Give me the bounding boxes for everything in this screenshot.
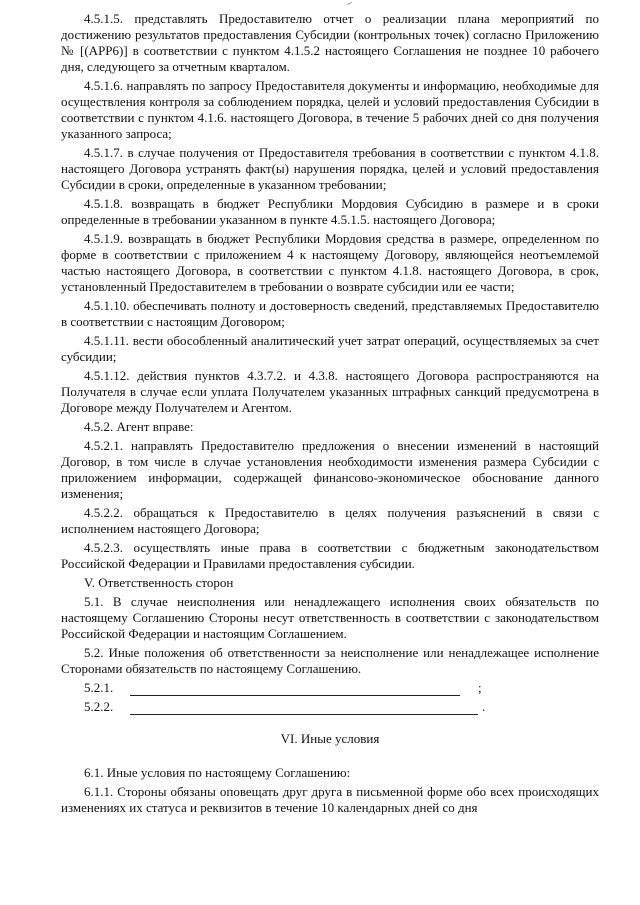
paragraph-6-1-1: 6.1.1. Стороны обязаны оповещать друг друга в письменной форме обо всех происходящих изменениях их статуса и реквизитов в течение 10 календарных дней со дня (61, 784, 599, 815)
paragraph-4-5-2-3: 4.5.2.3. осуществлять иные права в соответствии с бюджетным законодательством Российской Федерации и Правилами предоставления субсидии. (61, 540, 599, 571)
paragraph-4-5-1-10: 4.5.1.10. обеспечивать полноту и достоверность сведений, представляемых Предоставителю в соответствии с настоящим Договором; (61, 298, 599, 329)
section-heading-vi: VI. Иные условия (280, 731, 380, 746)
blank-line-5-2-1 (61, 680, 599, 696)
paragraph-4-5-1-11: 4.5.1.11. вести обособленный аналитический учет затрат операций, осуществляемых за счет субсидии; (61, 333, 599, 364)
paragraph-4-5-2-1: 4.5.2.1. направлять Предоставителю предложения о внесении изменений в настоящий Договор, в том числе в случае установления необходимости изменения размера Субсидии с приложением информации, содержащей финансово-экономическое обоснование данного изменения; (61, 438, 599, 501)
paragraph-4-5-1-7: 4.5.1.7. в случае получения от Предоставителя требования в соответствии с пунктом 4.1.8. настоящего Договора устранять факт(ы) нарушения порядка, целей и условий предоставления Субсидии в сроки, определенные в указанном требовании; (61, 145, 599, 192)
blank-number: 5.2.2. (84, 699, 114, 714)
paragraph-4-5-1-12: 4.5.1.12. действия пунктов 4.3.7.2. и 4.3.8. настоящего Договора распространяются на Получателя в случае если уплата Получателем указанных штрафных санкций предусмотрена в Договоре между Получателем и Агентом. (61, 368, 599, 415)
paragraph-6-1: 6.1. Иные условия по настоящему Соглашению: (84, 765, 351, 780)
paragraph-5-2: 5.2. Иные положения об ответственности за неисполнение или ненадлежащее исполнение Сторонами обязательств по настоящему Соглашению. (61, 645, 599, 676)
scan-mark (347, 2, 352, 5)
paragraph-4-5-1-5: 4.5.1.5. представлять Предоставителю отчет о реализации плана мероприятий по достижению результатов предоставления Субсидии (контрольных точек) согласно Приложению № [(АРР6)] в соответствии с пунктом 4.1.5.2 настоящего Соглашения не позднее 10 рабочего дня, следующего за отчетным кварталом. (61, 11, 599, 74)
paragraph-4-5-1-8: 4.5.1.8. возвращать в бюджет Республики Мордовия Субсидию в размере и в сроки определенные в требовании указанном в пункте 4.5.1.5. настоящего Договора; (61, 196, 599, 227)
paragraph-4-5-2: 4.5.2. Агент вправе: (84, 419, 194, 434)
blank-terminator: ; (478, 680, 482, 695)
paragraph-4-5-1-6: 4.5.1.6. направлять по запросу Предоставителя документы и информацию, необходимые для осуществления контроля за соблюдением порядка, целей и условий предоставления Субсидии в соответствии с пунктом 4.1.6. настоящего Договора, в течение 5 рабочих дней со дня получения указанного запроса; (61, 78, 599, 141)
paragraph-4-5-1-9: 4.5.1.9. возвращать в бюджет Республики Мордовия средства в размере, определенном по форме в соответствии с приложением 4 к настоящему Договору, являющейся неотъемлемой частью настоящего Договора, в соответствии с пунктом 4.1.8. настоящего Договора, в срок, установленный Предоставителем в требовании о возврате субсидии или ее части; (61, 231, 599, 294)
blank-number: 5.2.1. (84, 680, 114, 695)
fill-in-line (130, 703, 478, 715)
blank-terminator: . (482, 699, 486, 714)
document-body (61, 11, 599, 819)
fill-in-line (130, 684, 460, 696)
paragraph-4-5-2-2: 4.5.2.2. обращаться к Предоставителю в целях получения разъяснений в связи с исполнением настоящего Договора; (61, 505, 599, 536)
section-heading-v: V. Ответственность сторон (84, 575, 234, 590)
paragraph-5-1: 5.1. В случае неисполнения или ненадлежащего исполнения своих обязательств по настоящему Соглашению Стороны несут ответственность в соответствии с законодательством Российской Федерации и настоящим Соглашением. (61, 594, 599, 641)
blank-line-5-2-2 (61, 699, 599, 715)
